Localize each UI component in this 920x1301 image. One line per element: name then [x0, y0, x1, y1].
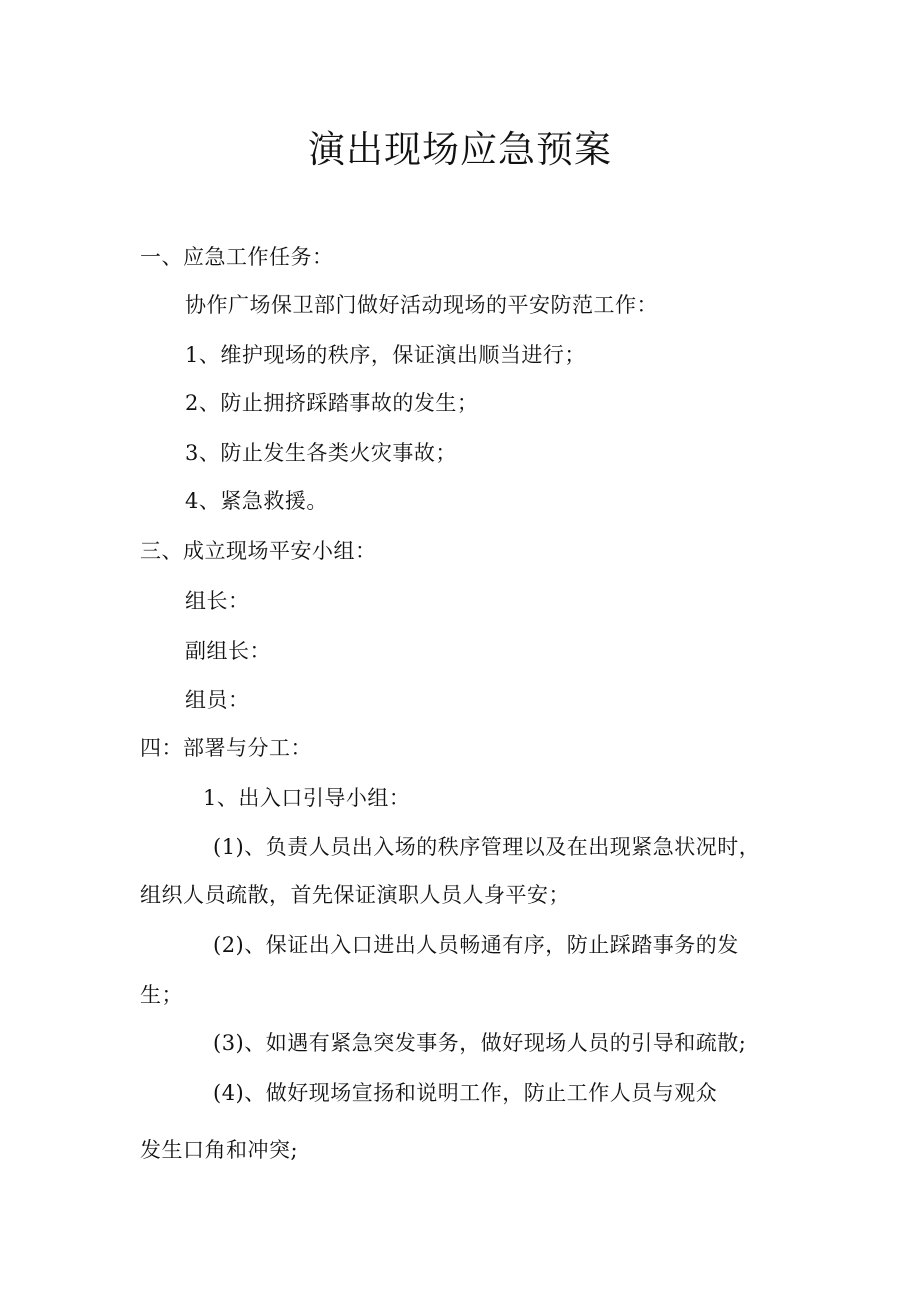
paragraph-line: 发生口角和冲突;: [140, 1138, 299, 1162]
paragraph-line: (3)、如遇有紧急突发事务，做好现场人员的引导和疏散;: [213, 1031, 747, 1055]
subsection-heading: 1、出入口引导小组：: [203, 786, 411, 810]
paragraph-line: (2)、保证出入口进出人员畅通有序，防止踩踏事务的发: [213, 933, 739, 957]
section-heading-team: 三、成立现场平安小组：: [140, 539, 377, 563]
section-heading-tasks: 一、应急工作任务：: [140, 245, 334, 269]
team-role-members: 组员：: [185, 688, 250, 712]
section-heading-deployment: 四：部署与分工：: [140, 736, 312, 760]
paragraph-line: 组织人员疏散，首先保证演职人员人身平安；: [140, 883, 570, 907]
paragraph-line: 协作广场保卫部门做好活动现场的平安防范工作：: [185, 293, 658, 317]
list-item: 1、维护现场的秩序，保证演出顺当进行；: [185, 343, 586, 367]
list-item: 3、防止发生各类火灾事故；: [185, 441, 457, 465]
team-role-leader: 组长：: [185, 589, 250, 613]
paragraph-line: (4)、做好现场宣扬和说明工作，防止工作人员与观众: [213, 1081, 718, 1105]
team-role-deputy: 副组长：: [185, 639, 271, 663]
document-title: 演出现场应急预案: [308, 128, 612, 171]
paragraph-line: 生；: [140, 983, 183, 1007]
list-item: 2、防止拥挤踩踏事故的发生；: [185, 391, 479, 415]
paragraph-line: (1)、负责人员出入场的秩序管理以及在出现紧急状况时，: [213, 835, 761, 859]
list-item: 4、紧急救援。: [185, 489, 328, 513]
